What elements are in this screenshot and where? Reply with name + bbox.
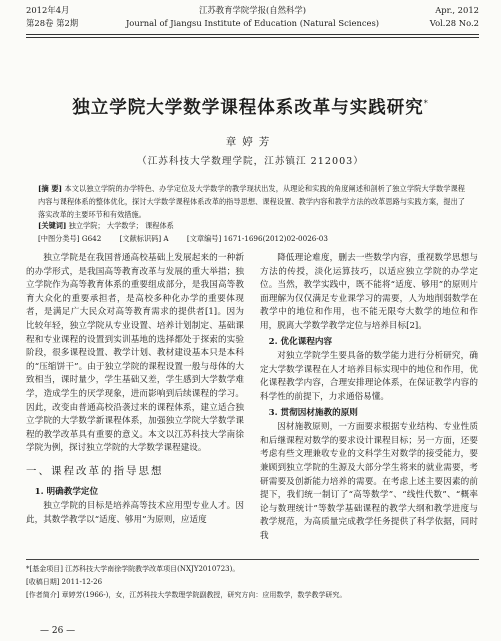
header-volume-en: Vol.28 No.2 xyxy=(429,17,479,28)
body-paragraph: 对独立学院学生要具备的数学能力进行分析研究，确定大学数学课程在人才培养目标实现中的地位和作用，优化课程教学内容，合理安排理论体系，在保证教学内容的科学性的前提下，力求通俗易懂。 xyxy=(260,351,478,402)
header-date-en: Apr., 2012 xyxy=(435,5,479,15)
journal-name-cn: 江苏教育学院学报(自然科学) xyxy=(198,5,307,15)
keywords-text: 独立学院； 大学数学； 课程体系 xyxy=(68,221,174,230)
body-paragraph: 降低理论难度，删去一些数学内容，重视数学思想与方法的传授，淡化运算技巧，以适应独立学院的办学定位。当然，教学实践中，既不能将“适度、够用”的原则片面理解为仅仅满足专业课学习的需要，人为地削弱数学在教学中的地位和作用，也不能无限夸大数学的地位和作用，脱离大学数学教学定位与培养目标[2]。 xyxy=(260,253,478,331)
body-paragraph: 因材施教原则，一方面要求根据专业结构、专业性质和后继课程对数学的要求设计课程目标；另一方面，还要考虑有些文理兼收专业的文科学生对数学的接受能力，要兼顾到独立学院的生源及大部分学生将来的就业需要，考研需要及创新能力培养的需要。在考虑上述主要因素的前提下，我们统一制订了“高等数学”、“线性代数”、“概率论与数理统计”等数学基础课程的教学大纲和教学进度与教学规范，为高质量完成教学任务提供了科学依据，同时我 xyxy=(260,422,478,541)
document-code: [文献标识码] A xyxy=(119,234,169,243)
body-paragraph: 独立学院的目标是培养高等技术应用型专业人才。因此，其数学教学以“适度、够用”为原则，应适度 xyxy=(26,501,244,525)
body-column-left xyxy=(26,252,244,527)
author-affiliation: （江苏科技大学数理学院，江苏镇江 212003） xyxy=(137,156,364,167)
footnotes xyxy=(26,559,479,602)
footnote-received-date: [收稿日期] 2011-12-26 xyxy=(26,578,103,586)
header-rule-bottom xyxy=(26,37,479,38)
page-number: — 26 — xyxy=(40,626,76,636)
header-journal-name xyxy=(26,4,479,29)
header-date: 2012年4月 xyxy=(26,5,70,15)
footnote-author-bio: [作者简介] 章婷芳(1966-)，女，江苏科技大学数理学院副教授，研究方向：应用数学，数学教学研究。 xyxy=(26,591,347,599)
abstract-label: [摘 要] xyxy=(38,184,63,193)
footnote-fund: *[基金项目] 江苏科技大学南徐学院教学改革项目(NXJY2010723)。 xyxy=(26,565,240,573)
section-heading: 一、课程改革的指导思想 xyxy=(26,464,164,477)
header-volume-cn: 第28卷 第2期 xyxy=(26,17,79,28)
author-name: 章婷芳 xyxy=(225,136,276,148)
keywords-label: [关键词] xyxy=(38,221,67,230)
article-number: [文章编号] 1671-1696(2012)02-0026-03 xyxy=(186,234,328,243)
title-footnote-mark: * xyxy=(423,99,429,109)
abstract-text: 本文以独立学院的办学特色、办学定位及大学数学的教学现状出发，从理论和实践的角度阐述和剖析了独立学院大学数学课程内容与课程体系的整体优化，探讨大学数学课程体系改革的指导思想、课程设置、教学内容和教学方法的改革思路与实践方案，提出了落实改革的主要环节和有效措施。 xyxy=(38,184,465,219)
article-title-text: 独立学院大学数学课程体系改革与实践研究 xyxy=(72,98,424,118)
journal-name-en: Journal of Jiangsu Institute of Education (Natural Sciences) xyxy=(125,17,380,28)
intro-paragraph: 独立学院是在我国普通高校基础上发展起来的一种新的办学形式，是我国高等教育改革与发展的重大举措；独立学院作为高等教育体系的重要组成部分，是我国高等教育大众化的重要承担者，是高校多种化办学的重要体现者，是满足广大民众对高等教育需求的提供者[1]。因为比较年轻，独立学院从专业设置、培养计划制定、基础课程和专业课程的设置到实训基地的选择都处于探索的实验阶段，很多课程设置、教学计划、教材建设基本只是本科的“压缩饼干”。由于独立学院的课程设置一般与母体的大致相当，课时量少，学生基础又差，学生感到大学数学难学，造成学生的厌学现象，进而影响到后续课程的学习。因此，改变由普通高校沿袭过来的课程体系，建立适合独立学院的大学数学新课程体系，加强独立学院大学数学课程的教学改革具有重要的意义。本文以江苏科技大学南徐学院为例，探讨独立学院的大学数学课程建设。 xyxy=(26,253,244,454)
abstract xyxy=(38,182,465,221)
keywords xyxy=(38,220,465,232)
body-column-right xyxy=(260,252,478,543)
subsection-heading: 2. 优化课程内容 xyxy=(268,336,333,347)
classification-info xyxy=(38,233,465,245)
subsection-heading: 3. 贯彻因材施教的原则 xyxy=(268,407,358,418)
header-rule-top xyxy=(26,34,479,35)
running-header xyxy=(26,4,479,46)
subsection-heading: 1. 明确教学定位 xyxy=(34,486,99,497)
header-issue-en xyxy=(430,4,479,29)
article-title xyxy=(0,94,501,119)
clc-number: [中图分类号] G642 xyxy=(38,234,102,243)
